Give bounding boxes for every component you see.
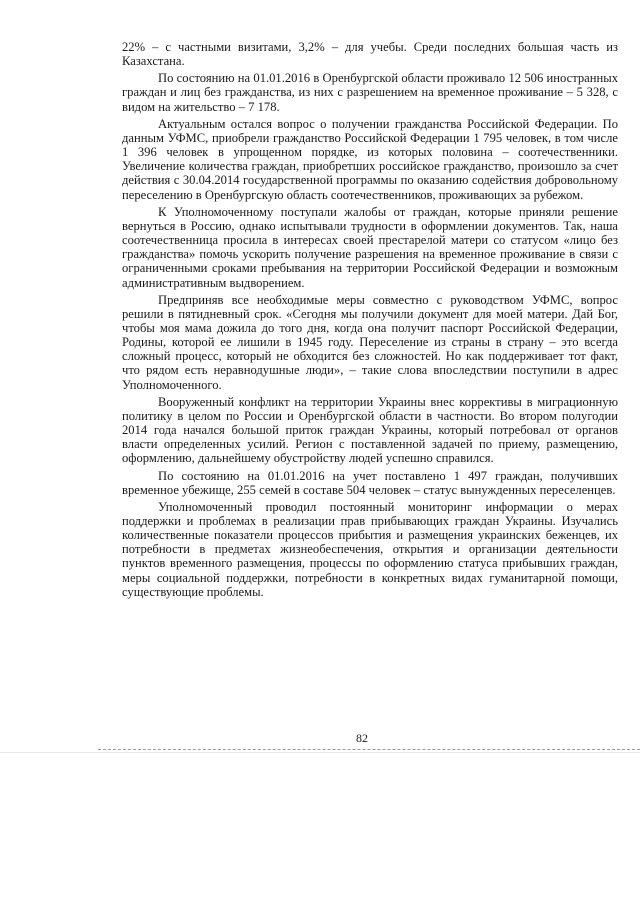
paragraph-2: По состоянию на 01.01.2016 в Оренбургской области проживало 12 506 иностранных граждан и лиц без гражданства, из них с разрешением на временное проживание – 5 328, с видом на жительство – 7 178. [122, 71, 618, 114]
scan-edge-line [0, 752, 640, 753]
page-bottom-rule [98, 749, 640, 750]
body-text [122, 40, 618, 602]
paragraph-3: Актуальным остался вопрос о получении гражданства Российской Федерации. По данным УФМС, приобрели гражданство Российской Федерации 1 795 человек, в том числе 1 396 человек в упрощенном порядке, из которых половина – соотечественники. Увеличение количества граждан, приобретших российское гражданство, произошло за счет действия с 30.04.2014 государственной программы по оказанию содействия добровольному переселению в Оренбургскую область соотечественников, проживающих за рубежом. [122, 116, 618, 202]
paragraph-4: К Уполномоченному поступали жалобы от граждан, которые приняли решение вернуться в Россию, однако испытывали трудности в оформлении документов. Так, наша соотечественница просила в интересах своей престарелой матери со статусом «лицо без гражданства» помочь ускорить получение разрешения на временное проживание в связи с ограниченными сроками пребывания на территории Российской Федерации и возможным административным выдворением. [122, 204, 618, 290]
paragraph-7: По состоянию на 01.01.2016 на учет поставлено 1 497 граждан, получивших временное убежище, 255 семей в составе 504 человек – статус вынужденных переселенцев. [122, 468, 618, 497]
paragraph-1: 22% – с частными визитами, 3,2% – для учебы. Среди последних большая часть из Казахстана. [122, 40, 618, 69]
paragraph-8: Уполномоченный проводил постоянный мониторинг информации о мерах поддержки и проблемах в реализации прав прибывающих граждан Украины. Изучались количественные показатели процессов прибытия и размещения украинских беженцев, их потребности в предметах жизнеобеспечения, открытия и организации деятельности пунктов временного размещения, процессы по оформлению статуса прибывших граждан, меры социальной поддержки, потребности в конкретных видах гуманитарной помощи, существующие проблемы. [122, 499, 618, 599]
paragraph-5: Предприняв все необходимые меры совместно с руководством УФМС, вопрос решили в пятидневный срок. «Сегодня мы получили документ для моей матери. Дай Бог, чтобы моя мама дожила до того дня, когда она получит паспорт Российской Федерации, Родины, которой ее лишили в 1945 году. Переселение из страны в страну – это всегда сложный процесс, который не обходится без сложностей. Но как поддерживает тот факт, что рядом есть неравнодушные люди», – такие слова впоследствии поступили в адрес Уполномоченного. [122, 292, 618, 392]
paragraph-6: Вооруженный конфликт на территории Украины внес коррективы в миграционную политику в целом по России и Оренбургской области в частности. Во втором полугодии 2014 года начался большой приток граждан Украины, который потребовал от органов власти определенных усилий. Регион с поставленной задачей по приему, размещению, оформлению, дальнейшему обустройству людей успешно справился. [122, 394, 618, 466]
page-number: 82 [356, 731, 368, 745]
